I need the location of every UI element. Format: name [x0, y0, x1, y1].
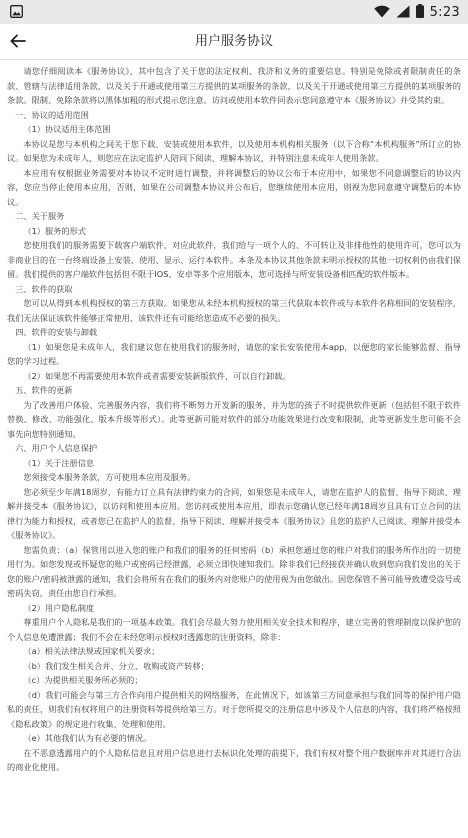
- agreement-paragraph: （d）我们可能会与第三方合作向用户提供相关的网络服务，在此情况下，如该第三方同意承担与我们同等的保护用户隐私的责任，则我们有权将用户的注册资料等提供给第三方。对于您所提交的注册信息中涉及个人信息的内容，我们将严格按照《隐私政策》的规定进行收集、处理和使用。: [7, 689, 461, 729]
- agreement-paragraph: 二、关于服务: [15, 211, 65, 221]
- agreement-paragraph: 您须接受本服务条款，方可使用本应用及服务。: [23, 472, 196, 482]
- battery-icon: [416, 3, 424, 22]
- agreement-paragraph: 本协议是您与本机构之间关于您下载、安装或使用本软件，以及使用本机构相关服务（以下合称“本机构服务”所订立的协议。如果您为未成年人，则您应在法定监护人陪同下阅读、理解本协议，并特别注意未成年人使用条款。: [7, 138, 461, 163]
- gallery-icon: [10, 3, 23, 22]
- agreement-paragraph: （2）如果您不再需要使用本软件或者需要安装新版软件，可以自行卸载。: [23, 370, 291, 381]
- status-right: [374, 3, 460, 22]
- agreement-paragraph: （2）用户隐私制度: [23, 602, 95, 613]
- agreement-paragraph: （c）为提供相关服务所必须的；: [23, 675, 143, 685]
- arrow-left-icon: [10, 33, 26, 52]
- agreement-paragraph: 三、软件的获取: [15, 283, 73, 294]
- agreement-paragraph: 本应用有权根据业务需要对本协议不定时进行调整，并将调整后的协议公布于本应用中，如果您不同意调整后的协议内容，您应当停止使用本应用，否则，如果在公司调整本协议并公布后，您继续使用本应用，则视为您同意遵守调整后的本协议。: [7, 167, 461, 207]
- agreement-paragraph: 您必须至少年满18周岁，有能力订立具有法律约束力的合同，如果您是未成年人，请您在监护人的监督、指导下阅读、理解并接受本《服务协议》，以访问和使用本应用。您访问或使用本应用，即表示您确认您已经年满18周岁且具有订立合同的法律行为能力和授权，或者您已在监护人的监督、指导下阅读、理解并接受本《服务协议》且您的监护人已阅读、理解并接受本《服务协议》。: [7, 486, 461, 540]
- agreement-paragraph: （1）如果您是未成年人，我们建议您在使用我们的服务时，请您的家长安装使用本app，以便您的家长能够监督、指导您的学习过程。: [7, 341, 461, 366]
- signal-icon: [396, 3, 410, 22]
- app-bar: [0, 24, 468, 60]
- agreement-paragraph: （1）服务的形式: [23, 225, 86, 236]
- agreement-body[interactable]: [0, 60, 468, 838]
- agreement-paragraph: （b）我们发生相关合并、分立、收购或资产转移；: [23, 660, 209, 671]
- agreement-paragraph: 您可以从得到本机构授权的第三方获取。如果您从未经本机构授权的第三代获取本软件或与本软件名称相同的安装程序，我们无法保证该软件能够正常使用，该软件还有可能给您造成不必要的损失。: [7, 298, 461, 323]
- agreement-paragraph: 五、软件的更新: [15, 385, 73, 395]
- agreement-paragraph: 尊重用户个人隐私是我们的一项基本政策。我们会尽最大努力使用相关安全技术和程序，建立完善的管理制度以保护您的个人信息免遭泄露；我们不会在未经您明示授权时透露您的注册资料，除非：: [7, 617, 461, 642]
- agreement-paragraph: 为了改善用户体验、完善服务内容，我们将不断努力开发新的服务，并为您的孩子不时提供软件更新（包括但不限于软件替换、修改、功能强化、版本升级等形式）。此等更新可能对软件的部分功能效果进行改变和限制，此等更新发生您可能不会事先向您特别通知。: [7, 399, 461, 439]
- agreement-paragraph: 在不恶意透露用户的个人隐私信息且对用户信息进行去标识化处理的前提下，我们有权对整个用户数据库并对其进行合法的商业化使用。: [7, 747, 461, 772]
- back-button[interactable]: [4, 28, 32, 56]
- agreement-paragraph: 您需负责：（a）保管用以进入您的账户和我们的服务的任何密码（b）承担您通过您的账户对我们的服务所作出的一切使用行为。如您发现或怀疑您的账户或密码已经泄露，必须立即快速知我们。除非我们已经接获并确认收到您向我们发出的关于您的账户/密码被泄露的通知，我们会将所有在我们的服务内对您账户的使用视为由您做出。因您保管不善可能导致遭受盗号或密码失窃，责任由您自行承担。: [7, 544, 461, 598]
- agreement-paragraph: 您使用我们的服务需要下载客户端软件，对应此软件，我们给与一项个人的、不可转让及非排他性的使用许可，您可以为非商业目的在一台终端设备上安装、使用、显示、运行本软件。本条及本协议其他条款未明示授权的其他一切权利仍由我们保留。我们提供的客户端软件包括但不限于IOS、安卓等多个应用版本，您可选择与所安装设备相匹配的软件版本。: [7, 240, 461, 279]
- wifi-icon: [374, 3, 390, 22]
- agreement-paragraph: 一、协议的适用范围: [15, 109, 89, 120]
- status-left: [10, 3, 23, 22]
- agreement-paragraph: 请您仔细阅读本《服务协议》，其中包含了关于您的法定权利、我济和义务的重要信息。特别是免除或者限制责任的条款、管辖与法律适用条款，以及关于开通或使用第三方提供的某项服务的条款，以及关于开通或使用第三方提供的某项服务的条款。限制、免除条款将以黑体加粗的形式提示您注意。访问或使用本软件同表示您同意遵守本《服务协议》并受其约束。: [7, 66, 461, 105]
- agreement-paragraph: （1）协议适用主体范围: [23, 124, 111, 134]
- page-title: 用户服务协议: [194, 34, 273, 49]
- agreement-paragraph: 四、软件的安装与卸载: [15, 327, 98, 337]
- status-time: 5:23: [429, 4, 460, 20]
- agreement-paragraph: 六、用户个人信息保护: [15, 443, 98, 453]
- agreement-paragraph: （a）相关法律法规或国家机关要求；: [23, 646, 160, 656]
- agreement-paragraph: （e）其他我们认为有必要的情况。: [23, 733, 152, 743]
- agreement-paragraph: （1）关于注册信息: [23, 457, 95, 468]
- status-bar: [0, 0, 468, 24]
